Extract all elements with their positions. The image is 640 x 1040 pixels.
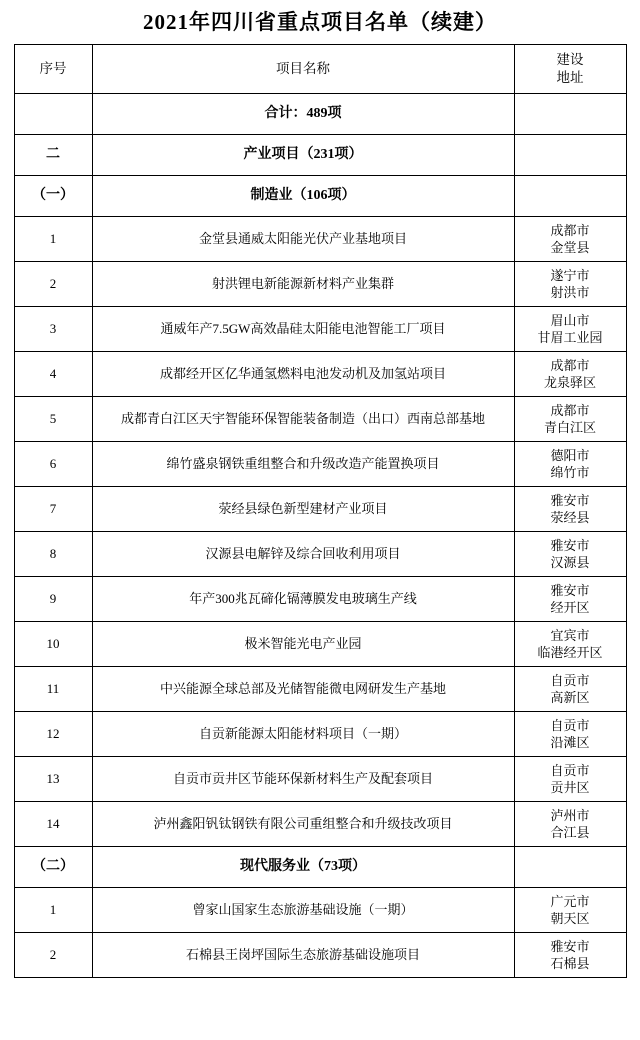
row-address-city: 广元市 — [550, 893, 590, 909]
row-address — [514, 802, 626, 847]
page-title: 2021年四川省重点项目名单（续建） — [143, 10, 497, 34]
row-name: 制造业（106项） — [92, 176, 514, 217]
table-row — [14, 802, 626, 847]
row-address-district: 射洪市 — [550, 285, 590, 301]
row-name: 成都青白江区天宇智能环保智能装备制造（出口）西南总部基地 — [92, 397, 514, 442]
row-num: 14 — [14, 802, 92, 847]
row-num: （二） — [14, 847, 92, 888]
row-address-district: 石棉县 — [550, 956, 590, 972]
row-address-city: 雅安市 — [550, 582, 590, 598]
row-num: 1 — [14, 217, 92, 262]
row-name: 泸州鑫阳钒钛钢铁有限公司重组整合和升级技改项目 — [92, 802, 514, 847]
table-row — [14, 176, 626, 217]
table-row — [14, 217, 626, 262]
row-name: 年产300兆瓦碲化镉薄膜发电玻璃生产线 — [92, 577, 514, 622]
row-address-city: 自贡市 — [550, 717, 590, 733]
row-num: 1 — [14, 888, 92, 933]
column-header-num: 序号 — [14, 45, 92, 94]
row-name: 荥经县绿色新型建材产业项目 — [92, 487, 514, 532]
table-body — [14, 45, 626, 978]
table-row — [14, 307, 626, 352]
row-address — [514, 532, 626, 577]
row-num: 2 — [14, 933, 92, 978]
row-address-city: 自贡市 — [550, 672, 590, 688]
total-label: 合计：489项 — [92, 94, 514, 135]
table-row — [14, 712, 626, 757]
total-row — [14, 94, 626, 135]
row-address-district: 汉源县 — [550, 555, 590, 571]
row-address-city: 雅安市 — [550, 938, 590, 954]
row-address-city: 雅安市 — [550, 492, 590, 508]
row-name: 金堂县通威太阳能光伏产业基地项目 — [92, 217, 514, 262]
row-address-district: 龙泉驿区 — [543, 375, 596, 391]
row-num: 11 — [14, 667, 92, 712]
row-address-city: 宜宾市 — [550, 627, 590, 643]
row-address-district: 贡井区 — [550, 780, 590, 796]
row-address-city: 遂宁市 — [550, 267, 590, 283]
row-address — [514, 487, 626, 532]
row-name: 自贡新能源太阳能材料项目（一期） — [92, 712, 514, 757]
row-address-district: 沿滩区 — [550, 735, 590, 751]
row-address-district: 绵竹市 — [550, 465, 590, 481]
row-num: 3 — [14, 307, 92, 352]
total-num-cell — [14, 94, 92, 135]
row-address — [514, 622, 626, 667]
row-num: 4 — [14, 352, 92, 397]
row-address-city: 成都市 — [550, 402, 590, 418]
row-name: 极米智能光电产业园 — [92, 622, 514, 667]
row-num: 2 — [14, 262, 92, 307]
row-address-district: 甘眉工业园 — [537, 330, 603, 346]
row-name: 绵竹盛泉钢铁重组整合和升级改造产能置换项目 — [92, 442, 514, 487]
table-row — [14, 262, 626, 307]
column-header-address — [514, 45, 626, 94]
column-header-address-line1: 建设 — [556, 51, 584, 67]
table-row — [14, 487, 626, 532]
row-address-district: 经开区 — [550, 600, 590, 616]
row-name: 成都经开区亿华通氢燃料电池发动机及加氢站项目 — [92, 352, 514, 397]
row-address — [514, 397, 626, 442]
table-row — [14, 352, 626, 397]
row-address — [514, 217, 626, 262]
table-row — [14, 442, 626, 487]
table-row — [14, 397, 626, 442]
row-num: 二 — [14, 135, 92, 176]
row-address-district: 青白江区 — [543, 420, 596, 436]
row-address — [514, 847, 626, 888]
table-row — [14, 135, 626, 176]
table-row — [14, 532, 626, 577]
row-address-district: 荥经县 — [550, 510, 590, 526]
table-row — [14, 888, 626, 933]
row-address-district: 金堂县 — [550, 240, 590, 256]
row-num: 8 — [14, 532, 92, 577]
row-address — [514, 577, 626, 622]
row-address — [514, 352, 626, 397]
row-name: 射洪锂电新能源新材料产业集群 — [92, 262, 514, 307]
table-row — [14, 577, 626, 622]
row-name: 自贡市贡井区节能环保新材料生产及配套项目 — [92, 757, 514, 802]
row-address-city: 泸州市 — [550, 807, 590, 823]
row-address-city: 眉山市 — [550, 312, 590, 328]
row-address — [514, 667, 626, 712]
row-address — [514, 307, 626, 352]
row-address-district: 朝天区 — [550, 911, 590, 927]
row-address-city: 德阳市 — [550, 447, 590, 463]
row-address — [514, 442, 626, 487]
row-address-district: 高新区 — [550, 690, 590, 706]
row-address-district: 临港经开区 — [537, 645, 603, 661]
table-row — [14, 667, 626, 712]
total-addr-cell — [514, 94, 626, 135]
row-name: 现代服务业（73项） — [92, 847, 514, 888]
row-num: 7 — [14, 487, 92, 532]
row-address — [514, 933, 626, 978]
table-header-row — [14, 45, 626, 94]
row-num: 13 — [14, 757, 92, 802]
row-num: （一） — [14, 176, 92, 217]
row-address — [514, 135, 626, 176]
row-address-city: 雅安市 — [550, 537, 590, 553]
column-header-address-line2: 地址 — [556, 70, 584, 86]
table-row — [14, 622, 626, 667]
column-header-name: 项目名称 — [92, 45, 514, 94]
table-row — [14, 757, 626, 802]
row-num: 6 — [14, 442, 92, 487]
row-address-city: 成都市 — [550, 222, 590, 238]
row-address-city: 自贡市 — [550, 762, 590, 778]
row-name: 通威年产7.5GW高效晶硅太阳能电池智能工厂项目 — [92, 307, 514, 352]
row-num: 12 — [14, 712, 92, 757]
row-name: 曾家山国家生态旅游基础设施（一期） — [92, 888, 514, 933]
row-address — [514, 262, 626, 307]
row-address-city: 成都市 — [550, 357, 590, 373]
row-num: 9 — [14, 577, 92, 622]
row-name: 中兴能源全球总部及光储智能微电网研发生产基地 — [92, 667, 514, 712]
project-list-table — [14, 44, 627, 978]
row-address — [514, 712, 626, 757]
row-address — [514, 888, 626, 933]
row-name: 产业项目（231项） — [92, 135, 514, 176]
row-address-district: 合江县 — [550, 825, 590, 841]
row-name: 石棉县王岗坪国际生态旅游基础设施项目 — [92, 933, 514, 978]
table-row — [14, 847, 626, 888]
row-num: 5 — [14, 397, 92, 442]
table-row — [14, 933, 626, 978]
row-address — [514, 757, 626, 802]
row-num: 10 — [14, 622, 92, 667]
row-address — [514, 176, 626, 217]
row-name: 汉源县电解锌及综合回收利用项目 — [92, 532, 514, 577]
